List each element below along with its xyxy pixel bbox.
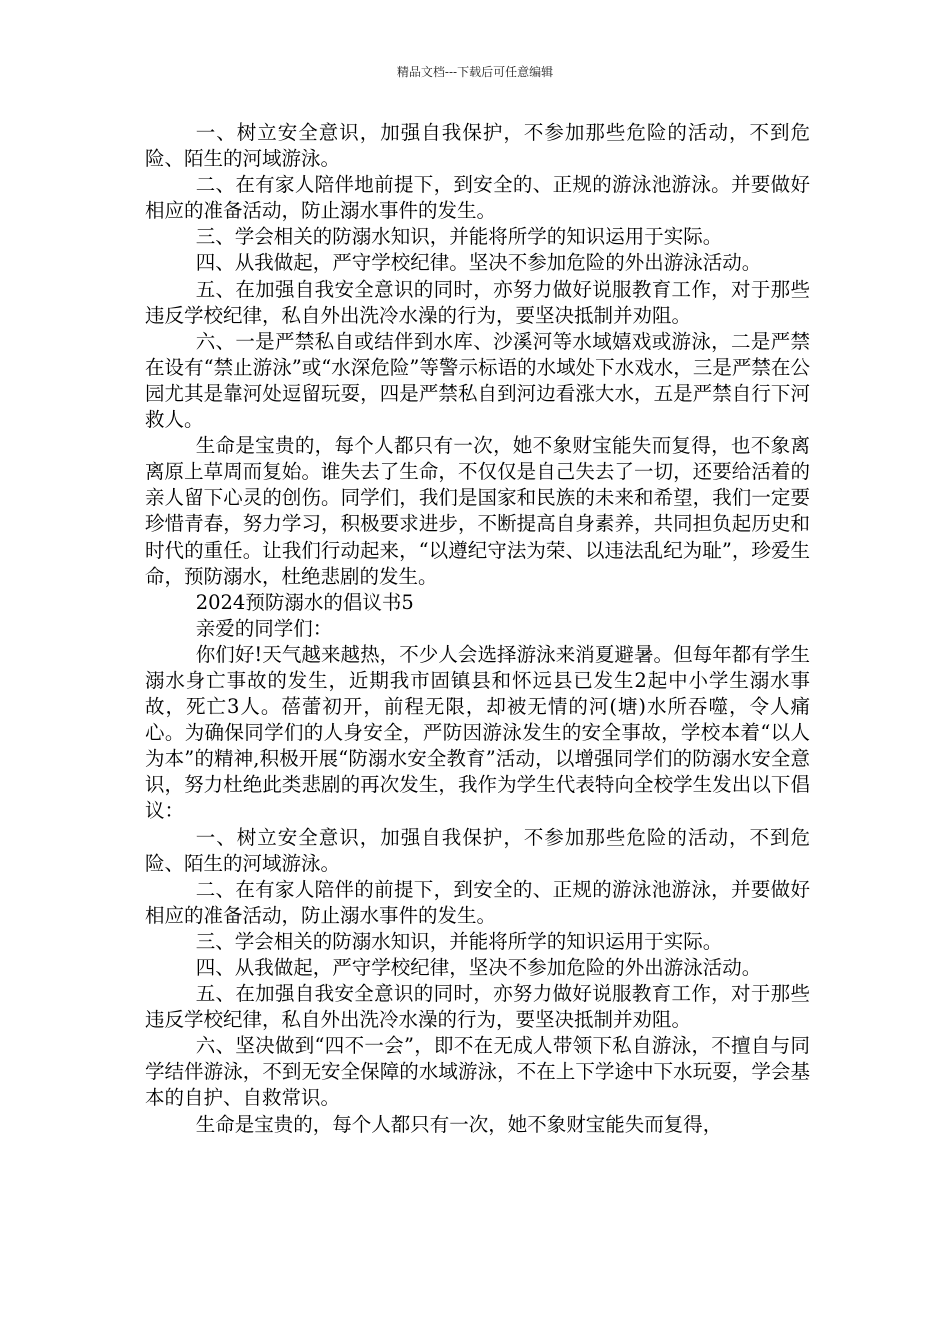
salutation: 亲爱的同学们： <box>195 616 333 640</box>
section-title: 2024预防溺水的倡议书5 <box>195 590 414 614</box>
paragraph: 四、从我做起，严守学校纪律，坚决不参加危险的外出游泳活动。 <box>195 956 762 979</box>
paragraph: 一、树立安全意识，加强自我保护，不参加那些危险的活动，不到危险、陌生的河域游泳。 <box>145 825 810 875</box>
paragraph: 二、在有家人陪伴的前提下，到安全的、正规的游泳池游泳，并要做好相应的准备活动，防止溺水事件的发生。 <box>145 877 810 927</box>
document-body <box>145 120 810 1138</box>
paragraph: 六、坚决做到“四不一会”，即不在无成人带领下私自游泳，不擅自与同学结伴游泳，不到无安全保障的水域游泳，不在上下学途中下水玩耍，学会基本的自护、自救常识。 <box>145 1034 810 1110</box>
paragraph: 三、学会相关的防溺水知识，并能将所学的知识运用于实际。 <box>195 225 723 249</box>
paragraph: 你们好!天气越来越热，不少人会选择游泳来消夏避暑。但每年都有学生溺水身亡事故的发生，近期我市固镇县和怀远县已发生2起中小学生溺水事故，死亡3人。蓓蕾初开，前程无限，却被无情的河(塘)水所吞噬，令人痛心。为确保同学们的人身安全，严防因游泳发生的安全事故，学校本着“以人为本”的精神,积极开展“防溺水安全教育”活动，以增强同学们的防溺水安全意识，努力杜绝此类悲剧的再次发生，我作为学生代表特向全校学生发出以下倡议： <box>145 642 810 823</box>
paragraph: 生命是宝贵的，每个人都只有一次，她不象财宝能失而复得，也不象离离原上草周而复始。谁失去了生命，不仅仅是自己失去了一切，还要给活着的亲人留下心灵的创伤。同学们，我们是国家和民族的未来和希望，我们一定要珍惜青春，努力学习，积极要求进步，不断提高自身素养，共同担负起历史和时代的重任。让我们行动起来，“以遵纪守法为荣、以违法乱纪为耻”，珍爱生命，预防溺水，杜绝悲剧的发生。 <box>145 434 810 588</box>
paragraph: 生命是宝贵的，每个人都只有一次，她不象财宝能失而复得， <box>195 1112 723 1136</box>
paragraph: 一、树立安全意识，加强自我保护，不参加那些危险的活动，不到危险、陌生的河域游泳。 <box>145 121 810 171</box>
paragraph: 四、从我做起，严守学校纪律。坚决不参加危险的外出游泳活动。 <box>195 251 762 275</box>
paragraph: 五、在加强自我安全意识的同时，亦努力做好说服教育工作，对于那些违反学校纪律，私自外出洗冷水澡的行为，要坚决抵制并劝阻。 <box>145 982 810 1032</box>
paragraph: 三、学会相关的防溺水知识，并能将所学的知识运用于实际。 <box>195 929 723 953</box>
page-header: 精品文档---下载后可任意编辑 <box>396 65 554 79</box>
paragraph: 六、一是严禁私自或结伴到水库、沙溪河等水域嬉戏或游泳，二是严禁在设有“禁止游泳”或“水深危险”等警示标语的水域处下水戏水，三是严禁在公园尤其是靠河处逗留玩耍，四是严禁私自到河边看涨大水，五是严禁自行下河救人。 <box>145 329 810 432</box>
paragraph: 五、在加强自我安全意识的同时，亦努力做好说服教育工作，对于那些违反学校纪律，私自外出洗冷水澡的行为，要坚决抵制并劝阻。 <box>145 277 810 327</box>
paragraph: 二、在有家人陪伴地前提下，到安全的、正规的游泳池游泳。并要做好相应的准备活动，防止溺水事件的发生。 <box>145 173 810 223</box>
